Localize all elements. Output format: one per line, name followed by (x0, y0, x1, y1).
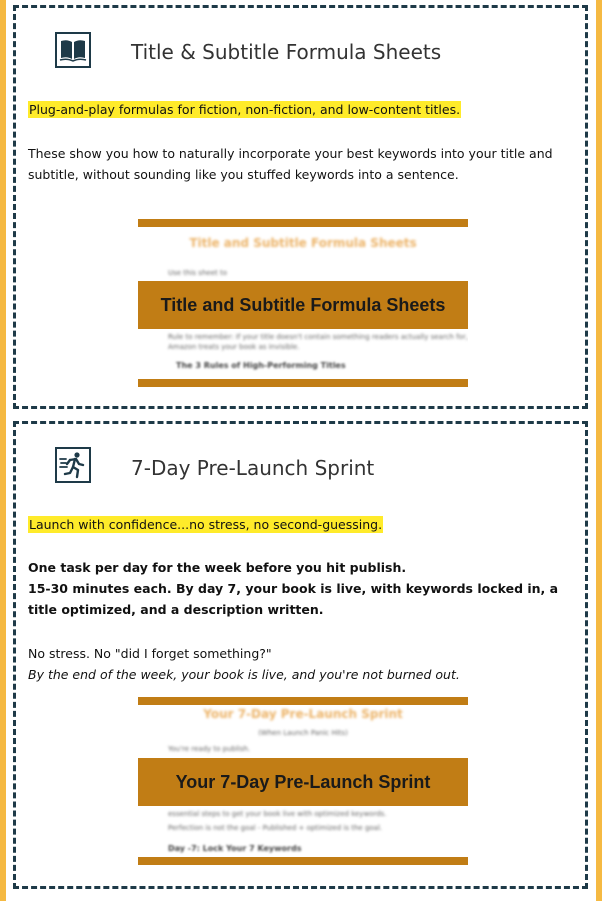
card-title: Title & Subtitle Formula Sheets (131, 40, 442, 64)
preview-image (138, 219, 468, 387)
preview-banner-text: Your 7-Day Pre-Launch Sprint (175, 771, 431, 792)
preview-banner (138, 281, 468, 329)
preview-faint-title: Title and Subtitle Formula Sheets (189, 236, 417, 250)
preview-faint-line: Use this sheet to (168, 269, 227, 277)
preview-faint-line: Perfection is not the goal - Published + optimized is the goal. (168, 824, 383, 832)
description-text: These show you how to naturally incorporate your best keywords into your title and subtitle, without sounding like you stuffed keywords into a sentence. (28, 146, 553, 182)
running-person-icon (55, 447, 91, 483)
preview-bottom-bar (138, 379, 468, 387)
italic-line: By the end of the week, your book is live, and you're not burned out. (28, 667, 460, 682)
preview-bottom-bar (138, 857, 468, 865)
content-frame (6, 0, 596, 901)
preview-faint-line: Amazon treats your book as invisible. (168, 343, 300, 351)
preview-faint-title: Your 7-Day Pre-Launch Sprint (203, 707, 403, 721)
preview-banner (138, 758, 468, 806)
preview-faint-heading: Day -7: Lock Your 7 Keywords (168, 844, 302, 853)
bold-line: 15-30 minutes each. By day 7, your book is live, with keywords locked in, a title optimized, and a description written. (28, 581, 559, 617)
preview-faint-line: You're ready to publish. (168, 745, 251, 753)
preview-banner-text: Title and Subtitle Formula Sheets (160, 294, 446, 315)
preview-top-bar (138, 697, 468, 705)
card-title-formula-sheets (13, 5, 588, 409)
highlight-tagline: Launch with confidence...no stress, no second-guessing. (29, 517, 383, 532)
card-pre-launch-sprint (13, 421, 588, 889)
preview-faint-line: essential steps to get your book live with optimized keywords. (168, 810, 387, 818)
description-paragraph (28, 143, 573, 185)
card-title: 7-Day Pre-Launch Sprint (131, 456, 375, 480)
preview-image (138, 697, 468, 865)
description-paragraph (28, 557, 573, 620)
plain-line: No stress. No "did I forget something?" (28, 646, 272, 661)
highlight-tagline: Plug-and-play formulas for fiction, non-fiction, and low-content titles. (29, 102, 461, 117)
preview-faint-line: Rule to remember: If your title doesn't contain something readers actually search for, (168, 333, 468, 341)
preview-faint-subtitle: (When Launch Panic Hits) (258, 729, 348, 737)
open-book-icon (55, 32, 91, 68)
preview-top-bar (138, 219, 468, 227)
bold-line: One task per day for the week before you hit publish. (28, 560, 407, 575)
closing-paragraph (28, 643, 573, 685)
preview-faint-heading: The 3 Rules of High-Performing Titles (176, 361, 346, 370)
